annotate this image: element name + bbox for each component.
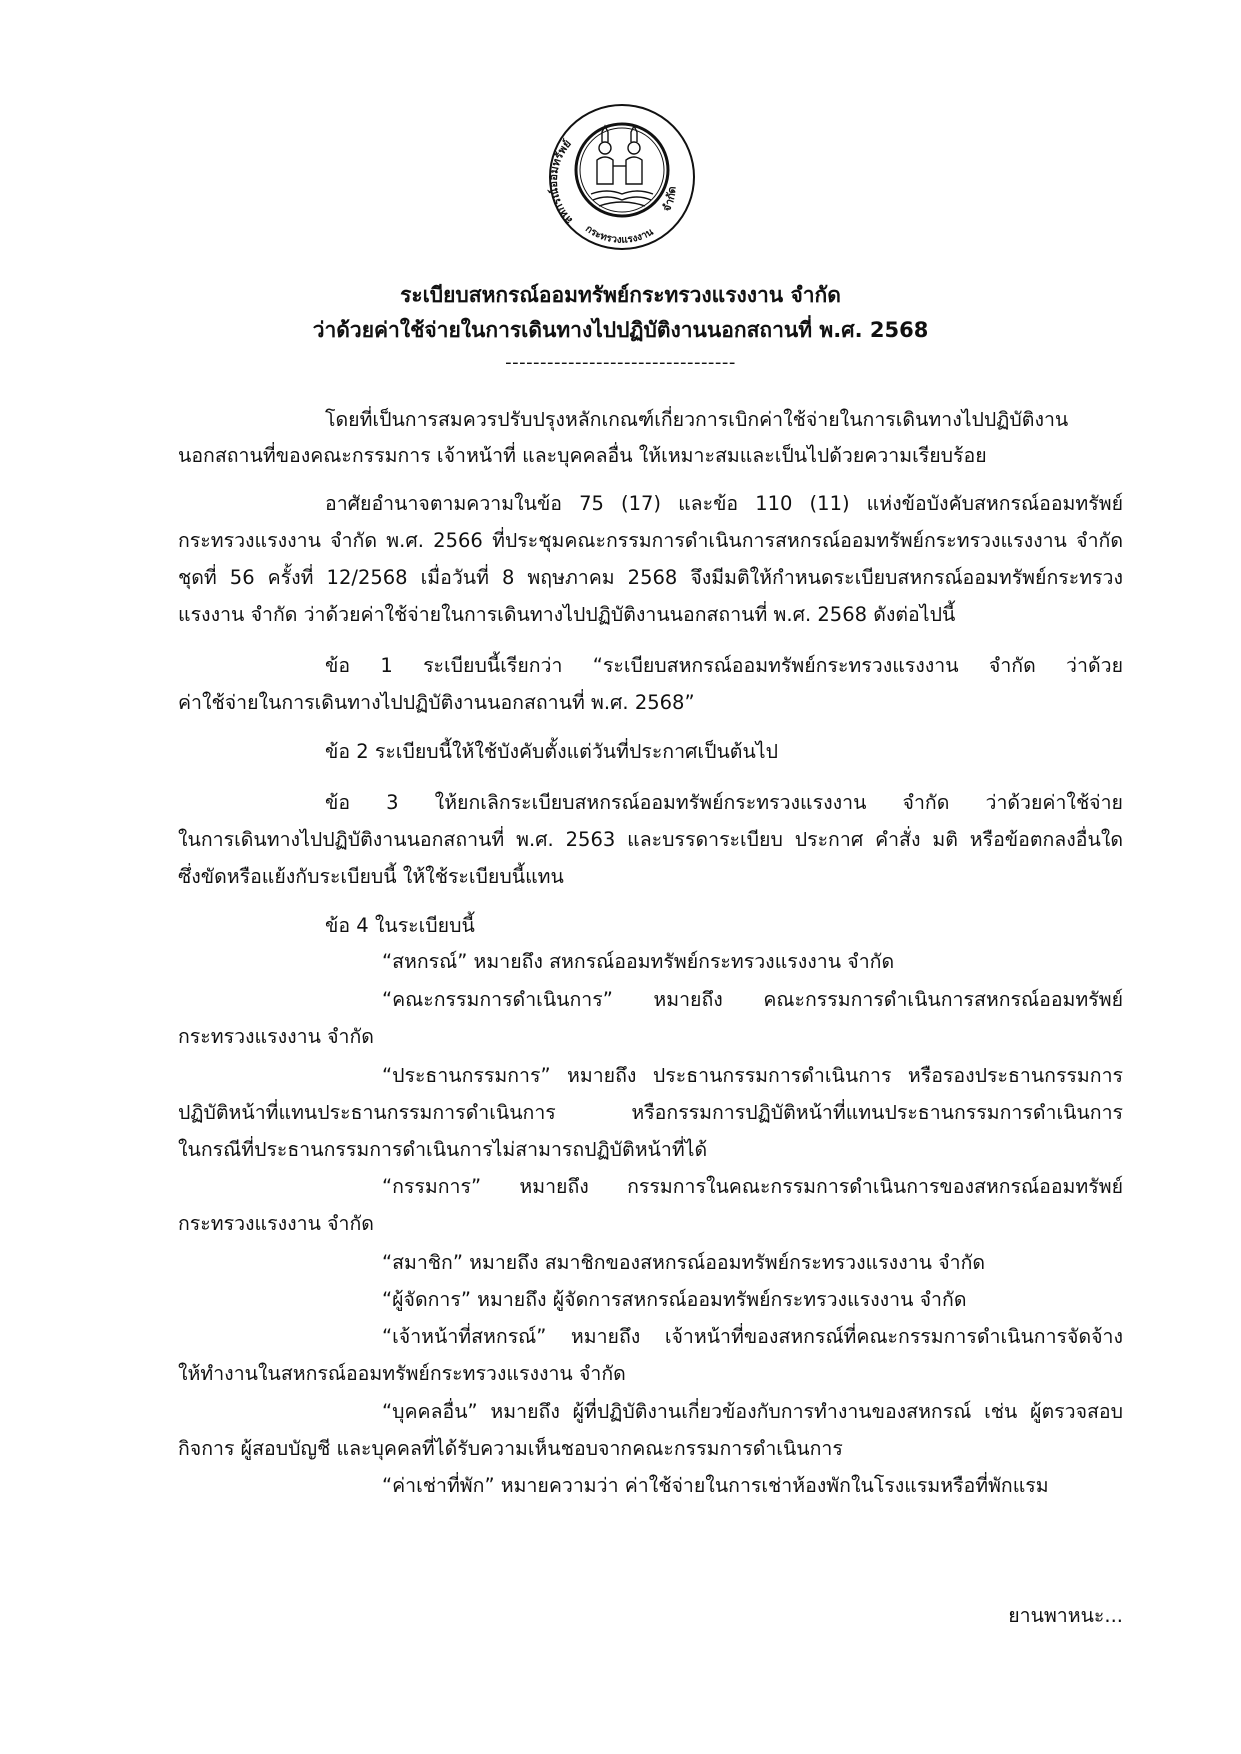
preamble-p1-line2: นอกสถานที่ของคณะกรรมการ เจ้าหน้าที่ และบุคคลอื่น ให้เหมาะสมและเป็นไปด้วยความเรียบร้อย	[178, 444, 987, 467]
definition-chairman-line2: ปฏิบัติหน้าที่แทนประธานกรรมการดำเนินการ หรือกรรมการปฏิบัติหน้าที่แทนประธานกรรมการดำเนินการ	[178, 1101, 1123, 1124]
definition-chairman-line1: “ประธานกรรมการ” หมายถึง ประธานกรรมการดำเนินการ หรือรองประธานกรรมการ	[382, 1064, 1123, 1087]
definition-accommodation: “ค่าเช่าที่พัก” หมายความว่า ค่าใช้จ่ายในการเช่าห้องพักในโรงแรมหรือที่พักแรม	[382, 1474, 1049, 1497]
preamble-p1-line1: โดยที่เป็นการสมควรปรับปรุงหลักเกณฑ์เกี่ยวการเบิกค่าใช้จ่ายในการเดินทางไปปฏิบัติงาน	[325, 408, 1069, 431]
definition-manager: “ผู้จัดการ” หมายถึง ผู้จัดการสหกรณ์ออมทรัพย์กระทรวงแรงงาน จำกัด	[382, 1288, 967, 1311]
preamble-p2-line1: อาศัยอำนาจตามความในข้อ 75 (17) และข้อ 110 (11) แห่งข้อบังคับสหกรณ์ออมทรัพย์	[325, 492, 1123, 515]
definition-board-line2: กระทรวงแรงงาน จำกัด	[178, 1025, 374, 1048]
preamble-p2-line2: กระทรวงแรงงาน จำกัด พ.ศ. 2566 ที่ประชุมคณะกรรมการดำเนินการสหกรณ์ออมทรัพย์กระทรวงแรงงาน จำกัด	[178, 529, 1123, 552]
clause3-line1: ข้อ 3 ให้ยกเลิกระเบียบสหกรณ์ออมทรัพย์กระทรวงแรงงาน จำกัด ว่าด้วยค่าใช้จ่าย	[325, 791, 1123, 814]
definition-staff-line1: “เจ้าหน้าที่สหกรณ์” หมายถึง เจ้าหน้าที่ของสหกรณ์ที่คณะกรรมการดำเนินการจัดจ้าง	[382, 1325, 1123, 1348]
clause4: ข้อ 4 ในระเบียบนี้	[325, 914, 475, 937]
seal-text-right: จำกัด	[659, 185, 679, 214]
cooperative-seal-logo	[547, 102, 697, 252]
seal-text-bottom: กระทรวงแรงงาน	[583, 223, 656, 246]
definition-director-line2: กระทรวงแรงงาน จำกัด	[178, 1212, 374, 1235]
definition-board-line1: “คณะกรรมการดำเนินการ” หมายถึง คณะกรรมการดำเนินการสหกรณ์ออมทรัพย์	[382, 988, 1123, 1011]
definition-chairman-line3: ในกรณีที่ประธานกรรมการดำเนินการไม่สามารถปฏิบัติหน้าที่ได้	[178, 1138, 708, 1161]
clause3-line2: ในการเดินทางไปปฏิบัติงานนอกสถานที่ พ.ศ. 2563 และบรรดาระเบียบ ประกาศ คำสั่ง มติ หรือข้อตกลงอื่นใด	[178, 828, 1123, 851]
preamble-p2-line4: แรงงาน จำกัด ว่าด้วยค่าใช้จ่ายในการเดินทางไปปฏิบัติงานนอกสถานที่ พ.ศ. 2568 ดังต่อไปนี้	[178, 603, 956, 626]
definition-staff-line2: ให้ทำงานในสหกรณ์ออมทรัพย์กระทรวงแรงงาน จำกัด	[178, 1362, 626, 1385]
document-title-line2: ว่าด้วยค่าใช้จ่ายในการเดินทางไปปฏิบัติงานนอกสถานที่ พ.ศ. 2568	[312, 318, 929, 342]
definition-director-line1: “กรรมการ” หมายถึง กรรมการในคณะกรรมการดำเนินการของสหกรณ์ออมทรัพย์	[382, 1175, 1123, 1198]
clause2: ข้อ 2 ระเบียบนี้ให้ใช้บังคับตั้งแต่วันที่ประกาศเป็นต้นไป	[325, 740, 778, 763]
clause1-line1: ข้อ 1 ระเบียบนี้เรียกว่า “ระเบียบสหกรณ์ออมทรัพย์กระทรวงแรงงาน จำกัด ว่าด้วย	[325, 654, 1123, 677]
document-title-line1: ระเบียบสหกรณ์ออมทรัพย์กระทรวงแรงงาน จำกัด	[400, 283, 841, 307]
preamble-p2-line3: ชุดที่ 56 ครั้งที่ 12/2568 เมื่อวันที่ 8 พฤษภาคม 2568 จึงมีมติให้กำหนดระเบียบสหกรณ์ออมทรัพย์กระทรวง	[178, 566, 1123, 589]
seal-text-left: สหกรณ์ออมทรัพย์	[547, 137, 576, 227]
definition-member: “สมาชิก” หมายถึง สมาชิกของสหกรณ์ออมทรัพย์กระทรวงแรงงาน จำกัด	[382, 1251, 986, 1274]
svg-text:สหกรณ์ออมทรัพย์	[547, 137, 575, 227]
definition-cooperative: “สหกรณ์” หมายถึง สหกรณ์ออมทรัพย์กระทรวงแรงงาน จำกัด	[382, 950, 895, 973]
definition-others-line1: “บุคคลอื่น” หมายถึง ผู้ที่ปฏิบัติงานเกี่ยวข้องกับการทำงานของสหกรณ์ เช่น ผู้ตรวจสอบ	[382, 1400, 1123, 1423]
clause3-line3: ซึ่งขัดหรือแย้งกับระเบียบนี้ ให้ใช้ระเบียบนี้แทน	[178, 865, 564, 888]
title-separator: ---------------------------------	[505, 352, 736, 373]
definition-others-line2: กิจการ ผู้สอบบัญชี และบุคคลที่ได้รับความเห็นชอบจากคณะกรรมการดำเนินการ	[178, 1437, 843, 1460]
continuation-text: ยานพาหนะ...	[1008, 1604, 1123, 1627]
clause1-line2: ค่าใช้จ่ายในการเดินทางไปปฏิบัติงานนอกสถานที่ พ.ศ. 2568”	[178, 691, 695, 714]
